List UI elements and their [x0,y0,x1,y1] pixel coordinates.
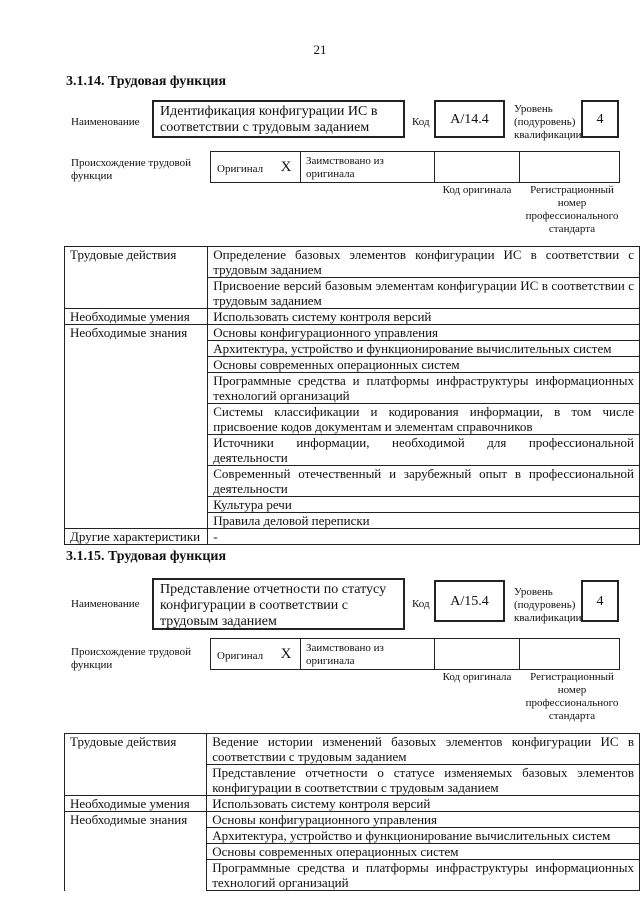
borrowed-label: Заимствовано из оригинала [306,642,384,667]
row-label-other: Другие характеристики [65,529,208,545]
code-label: Код [412,116,430,128]
original-mark: X [280,646,292,662]
function-name-box: Представление отчетности по статусу конфигурации в соответствии с трудовым заданием [152,578,405,630]
table-cell: Основы современных операционных систем [207,844,640,860]
level-value: 4 [581,580,619,622]
original-code-caption: Код оригинала [442,671,512,683]
row-label-actions: Трудовые действия [65,734,207,765]
table-cell: Источники информации, необходимой для профессиональной деятельности [208,435,640,466]
table-cell: Ведение истории изменений базовых элементов конфигурации ИС в соответствии с трудовым заданием [207,734,640,765]
table-cell: Основы современных операционных систем [208,357,640,373]
original-mark: X [280,159,292,175]
reg-number-caption: Регистрационный номер профессионального стандарта [525,184,619,235]
table-cell: Современный отечественный и зарубежный опыт в профессиональной деятельности [208,466,640,497]
row-label-skills: Необходимые умения [65,309,208,325]
code-label: Код [412,598,430,610]
table-cell: Основы конфигурационного управления [208,325,640,341]
table-cell: Программные средства и платформы инфраструктуры информационных технологий организаций [207,860,640,891]
table-cell: Архитектура, устройство и функционирование вычислительных систем [207,828,640,844]
page-number: 21 [313,42,327,57]
row-label-skills: Необходимые умения [65,796,207,812]
row-label-knowledge: Необходимые знания [65,812,207,828]
origin-label: Происхождение трудовой функции [71,646,192,671]
table-cell: Присвоение версий базовым элементам конфигурации ИС в соответствии с трудовым заданием [208,278,640,309]
level-label: Уровень (подуровень) квалификации [514,586,582,624]
table-cell: Представление отчетности о статусе изменяемых базовых элементов конфигурации в соответствии с трудовым заданием [207,765,640,796]
code-value: А/15.4 [434,580,505,622]
row-label-knowledge: Необходимые знания [65,325,208,341]
function-table-3-1-15 [64,733,640,891]
original-label: Оригинал [217,163,264,175]
original-label: Оригинал [217,650,264,662]
table-cell: Правила деловой переписки [208,513,640,529]
section-title: 3.1.14. Трудовая функция [66,74,227,89]
original-code-caption: Код оригинала [442,184,512,196]
table-cell: Архитектура, устройство и функционирование вычислительных систем [208,341,640,357]
table-cell: Программные средства и платформы инфраструктуры информационных технологий организаций [208,373,640,404]
level-label: Уровень (подуровень) квалификации [514,103,582,141]
name-label: Наименование [71,116,140,128]
table-cell: Использовать систему контроля версий [207,796,640,812]
row-label-actions: Трудовые действия [65,247,208,278]
function-name-box: Идентификация конфигурации ИС в соответствии с трудовым заданием [152,100,405,138]
function-table-3-1-14 [64,246,640,545]
section-title: 3.1.15. Трудовая функция [66,549,227,564]
name-label: Наименование [71,598,140,610]
table-cell: Определение базовых элементов конфигурации ИС в соответствии с трудовым заданием [208,247,640,278]
code-value: А/14.4 [434,100,505,138]
table-cell: Системы классификации и кодирования информации, в том числе присвоение кодов документам и элементам справочников [208,404,640,435]
table-cell: Основы конфигурационного управления [207,812,640,828]
origin-label: Происхождение трудовой функции [71,157,192,182]
table-cell: Культура речи [208,497,640,513]
level-value: 4 [581,100,619,138]
reg-number-caption: Регистрационный номер профессионального стандарта [525,671,619,722]
table-cell: Использовать систему контроля версий [208,309,640,325]
borrowed-label: Заимствовано из оригинала [306,155,384,180]
table-cell: - [208,529,640,545]
